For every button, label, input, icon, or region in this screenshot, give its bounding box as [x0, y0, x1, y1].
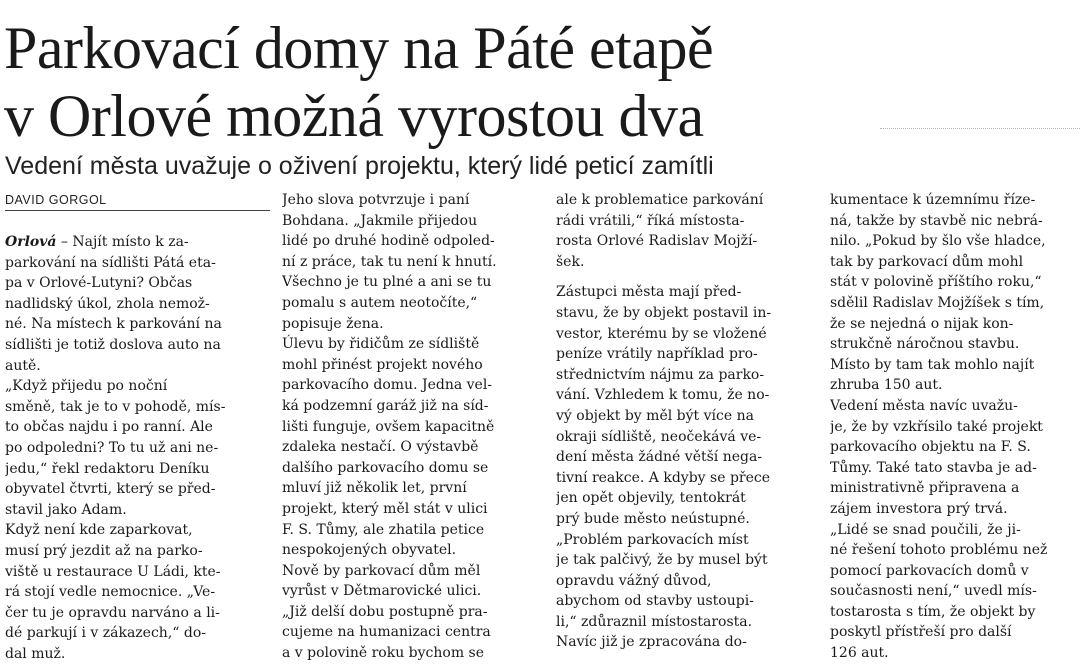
text-line: dení města žádné větší nega-	[556, 449, 763, 466]
text-line: čer tu je opravdu narváno a li-	[5, 604, 220, 621]
text-line: šek.	[556, 253, 585, 270]
headline-line-1: Parkovací domy na Páté etapě	[4, 15, 714, 81]
text-line: rádi vrátili,“ říká místosta-	[556, 212, 745, 229]
text-line: jedu,“ řekl redaktoru Deníku	[5, 460, 210, 477]
text-line: zájem investora prý trvá.	[830, 500, 1008, 517]
text-line: ale k problematice parkování	[556, 192, 764, 208]
text-line: nilo. „Pokud by šlo vše hladce,	[830, 233, 1046, 250]
article-subheadline: Vedení města uvažuje o oživení projektu, který lidé peticí zamítli	[5, 152, 714, 180]
article-paragraph	[282, 190, 540, 334]
text-line: stavu, že by objekt postavil in-	[556, 304, 772, 321]
text-line: obyvatel čtvrti, který se před-	[5, 481, 216, 498]
text-line: „Problém parkovacích míst	[556, 531, 749, 548]
text-line: „Již delší dobu postupně pra-	[282, 603, 488, 620]
text-line: Zástupci města mají před-	[556, 284, 742, 301]
text-column-1	[5, 232, 267, 664]
text-line: že se nejedná o nijak kon-	[830, 315, 1014, 332]
text-line: strukčně náročnou stavbu.	[830, 336, 1020, 353]
text-line: lidé po druhé hodině odpoled-	[282, 233, 495, 250]
text-line	[5, 232, 267, 253]
article-paragraph	[830, 190, 1084, 396]
text-line: Když není kde zaparkovat,	[5, 522, 193, 539]
text-line: dalšího parkovacího domu se	[282, 459, 489, 476]
text-line: parkovacího domu. Jedna vel-	[282, 377, 493, 394]
text-line: parkovacího objektu na F. S.	[830, 439, 1031, 456]
text-line: jen opět objevily, tentokrát	[556, 490, 746, 507]
text-line: rá stojí vedle nemocnice. „Ve-	[5, 584, 216, 601]
text-line: Tůmy. Také tato stavba je ad-	[830, 459, 1037, 476]
text-line: Místo by tam tak mohlo najít	[830, 356, 1035, 373]
text-line: a v polovině roku bychom se	[282, 645, 485, 662]
text-line: zdaleka nestačí. O výstavbě	[282, 439, 479, 456]
article-paragraph	[5, 520, 267, 664]
text-line: je tak palčivý, že by musel být	[556, 552, 768, 569]
text-column-2	[282, 190, 540, 664]
text-line: dé parkují i v zákazech,“ do-	[5, 625, 207, 642]
text-line: po odpoledni? To tu už ani ne-	[5, 439, 219, 456]
text-line: né řešení tohoto problému než	[830, 542, 1048, 559]
text-line: rosta Orlové Radislav Mojží-	[556, 233, 758, 250]
text-line: současnosti není,“ uvedl mís-	[830, 583, 1037, 600]
text-line: mohl přinést projekt nového	[282, 356, 483, 373]
article-paragraph	[830, 520, 1084, 664]
text-line: sdělil Radislav Mojžíšek s tím,	[830, 294, 1045, 311]
text-line: Navíc již je zpracována do-	[556, 634, 747, 651]
text-column-3	[556, 190, 811, 653]
text-line: sídlišti je totiž doslova auto na	[5, 336, 221, 353]
article-paragraph	[556, 282, 811, 529]
article-paragraph	[556, 632, 811, 653]
text-line: mluví již několik let, první	[282, 480, 467, 497]
text-line: autě.	[5, 357, 41, 374]
text-line: Nově by parkovací dům měl	[282, 562, 481, 579]
text-line: dal muž.	[5, 645, 66, 662]
text-line: ká podzemní garáž již na síd-	[282, 397, 489, 414]
text-line: stavil jako Adam.	[5, 501, 127, 518]
text-line: Úlevu by řidičům ze sídliště	[282, 336, 480, 353]
text-line: směně, tak je to v pohodě, mís-	[5, 398, 226, 415]
text-line: prý bude město neústupné.	[556, 510, 750, 527]
text-line: ná, takže by stavbě nic nebrá-	[830, 212, 1043, 229]
text-line: Bohdana. „Jakmile přijedou	[282, 212, 478, 229]
text-line: li,“ zdůraznil místostarosta.	[556, 613, 753, 630]
author-byline: DAVID GORGOL	[5, 193, 270, 211]
article-paragraph	[556, 530, 811, 633]
text-line: F. S. Tůmy, ale zhatila petice	[282, 521, 485, 538]
text-column-4	[830, 190, 1084, 664]
text-line: vý objekt by měl být více na	[556, 407, 754, 424]
article-paragraph	[282, 561, 540, 664]
text-line: to občas najdu i po ranní. Ale	[5, 419, 213, 436]
text-line: „Když přijedu po noční	[5, 378, 168, 395]
text-line: popisuje žena.	[282, 315, 384, 332]
text-line: Vedení města navíc uvažu-	[830, 397, 1018, 414]
text-line: ní z práce, tak tu není k hnutí.	[282, 253, 497, 270]
text-line: Jeho slova potvrzuje i paní	[282, 192, 470, 208]
dateline: Orlová	[5, 234, 57, 250]
scan-artifact	[880, 128, 1080, 143]
text-line: 126 aut.	[830, 645, 889, 662]
text-line: cujeme na humanizaci centra	[282, 624, 491, 641]
text-line: pomocí parkovacích domů v	[830, 562, 1029, 579]
article-paragraph	[5, 232, 267, 376]
text-line: né. Na místech k parkování na	[5, 316, 222, 333]
article-paragraph	[282, 334, 540, 561]
text-line: pomalu s autem neotočíte,“	[282, 294, 478, 311]
article-paragraph	[830, 396, 1084, 520]
text-line: vestor, kterému by se vložené	[556, 325, 767, 342]
text-line: projekt, který měl stát v ulici	[282, 500, 488, 517]
text-line: pa v Orlové-Lutyni? Občas	[5, 275, 193, 292]
text-line: musí prý jezdit až na parko-	[5, 542, 203, 559]
text-line: vání. Vzhledem k tomu, že no-	[556, 387, 770, 404]
text-line: lišti funguje, ovšem kapacitně	[282, 418, 495, 435]
headline-line-2: v Orlové možná vyrostou dva	[4, 83, 704, 149]
text-line: viště u restaurace U Ládi, kte-	[5, 563, 221, 580]
text-line-rest: – Najít místo k za-	[60, 234, 189, 250]
article-paragraph	[5, 376, 267, 520]
text-line: nadlidský úkol, zhola nemož-	[5, 295, 210, 312]
text-line: stát v polovině příštího roku,“	[830, 274, 1042, 291]
text-line: střednictvím nájmu za parko-	[556, 366, 765, 383]
text-line: opravdu vážný důvod,	[556, 572, 712, 589]
text-line: zhruba 150 aut.	[830, 377, 943, 394]
text-line: tostarosta s tím, že objekt by	[830, 603, 1036, 620]
text-line: Všechno je tu plné a ani se tu	[282, 274, 492, 291]
text-line: poskytl přístřeší pro další	[830, 624, 1012, 641]
text-line: je, že by vzkřísilo také projekt	[830, 418, 1043, 435]
text-line: parkování na sídlišti Pátá eta-	[5, 254, 216, 271]
text-line: vyrůst v Dětmarovické ulici.	[282, 583, 482, 600]
text-line: tivní reakce. A kdyby se přece	[556, 469, 771, 486]
text-line: nespokojených obyvatel.	[282, 542, 457, 559]
text-line: tak by parkovací dům mohl	[830, 253, 1024, 270]
text-line: okraji sídliště, neočekává ve-	[556, 428, 762, 445]
text-line: peníze vrátily například pro-	[556, 346, 758, 363]
text-line: ministrativně připravena a	[830, 480, 1020, 497]
text-line: kumentace k územnímu říze-	[830, 192, 1036, 208]
text-line: abychom od stavby ustoupi-	[556, 593, 754, 610]
article-paragraph	[556, 190, 811, 272]
text-line: „Lidé se snad poučili, že ji-	[830, 521, 1021, 538]
